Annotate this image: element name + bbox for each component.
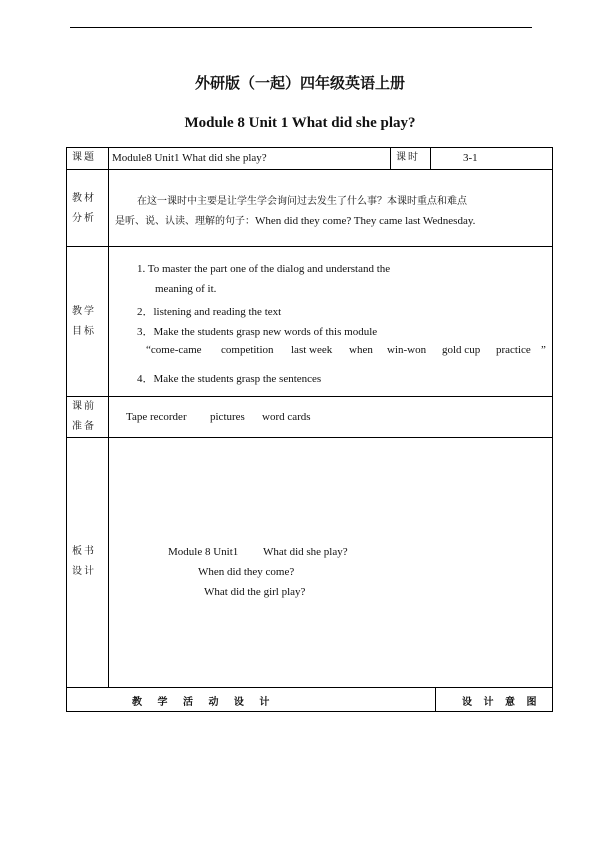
vocab-item: ” <box>541 344 546 356</box>
objectives-label: 教学 目标 <box>72 306 96 337</box>
vocab-item: competition <box>221 344 274 356</box>
period-label: 课时 <box>396 152 420 163</box>
vocab-item: when <box>349 344 373 356</box>
vocab-item: last week <box>291 344 333 356</box>
design-intent-heading: 设 计 意 图 <box>462 697 541 708</box>
book-title: 外研版（一起）四年级英语上册 <box>194 74 405 92</box>
prep-item: Tape recorder <box>126 411 187 423</box>
prep-item: pictures <box>210 411 245 423</box>
topic-value: Module8 Unit1 What did she play? <box>112 152 267 164</box>
objective-1b: meaning of it. <box>155 283 217 295</box>
period-value: 3-1 <box>463 152 478 164</box>
objective-1a: 1. To master the part one of the dialog and understand the <box>137 263 391 275</box>
board-line-3: What did the girl play? <box>204 586 306 598</box>
vocab-item: win-won <box>387 344 427 356</box>
vocab-item: gold cup <box>442 344 481 356</box>
analysis-line-1: 在这一课时中主要是让学生学会询问过去发生了什么事？本课时重点和难点 <box>137 196 467 207</box>
lesson-title: Module 8 Unit 1 What did she play? <box>184 115 416 131</box>
objective-2: 2．listening and reading the text <box>137 306 282 318</box>
board-line-2: When did they come? <box>198 566 295 578</box>
analysis-line-2: 是听、说、认读、理解的句子：When did they come? They came last Wednesday. <box>115 215 476 227</box>
prep-item: word cards <box>262 411 311 423</box>
top-rule <box>70 27 532 28</box>
activity-design-heading: 教 学 活 动 设 计 <box>132 697 276 708</box>
topic-label: 课题 <box>72 152 96 163</box>
prep-label: 课前 准备 <box>72 401 96 432</box>
board-label: 板书 设计 <box>72 546 96 577</box>
objective-4: 4．Make the students grasp the sentences <box>137 373 322 385</box>
objective-3: 3．Make the students grasp new words of this module <box>137 326 378 338</box>
analysis-label: 教材 分析 <box>72 193 96 224</box>
vocab-item: “come-came <box>146 344 202 356</box>
vocab-item: practice <box>496 344 531 356</box>
board-line-1b: What did she play? <box>263 546 348 558</box>
board-line-1a: Module 8 Unit1 <box>168 546 239 558</box>
